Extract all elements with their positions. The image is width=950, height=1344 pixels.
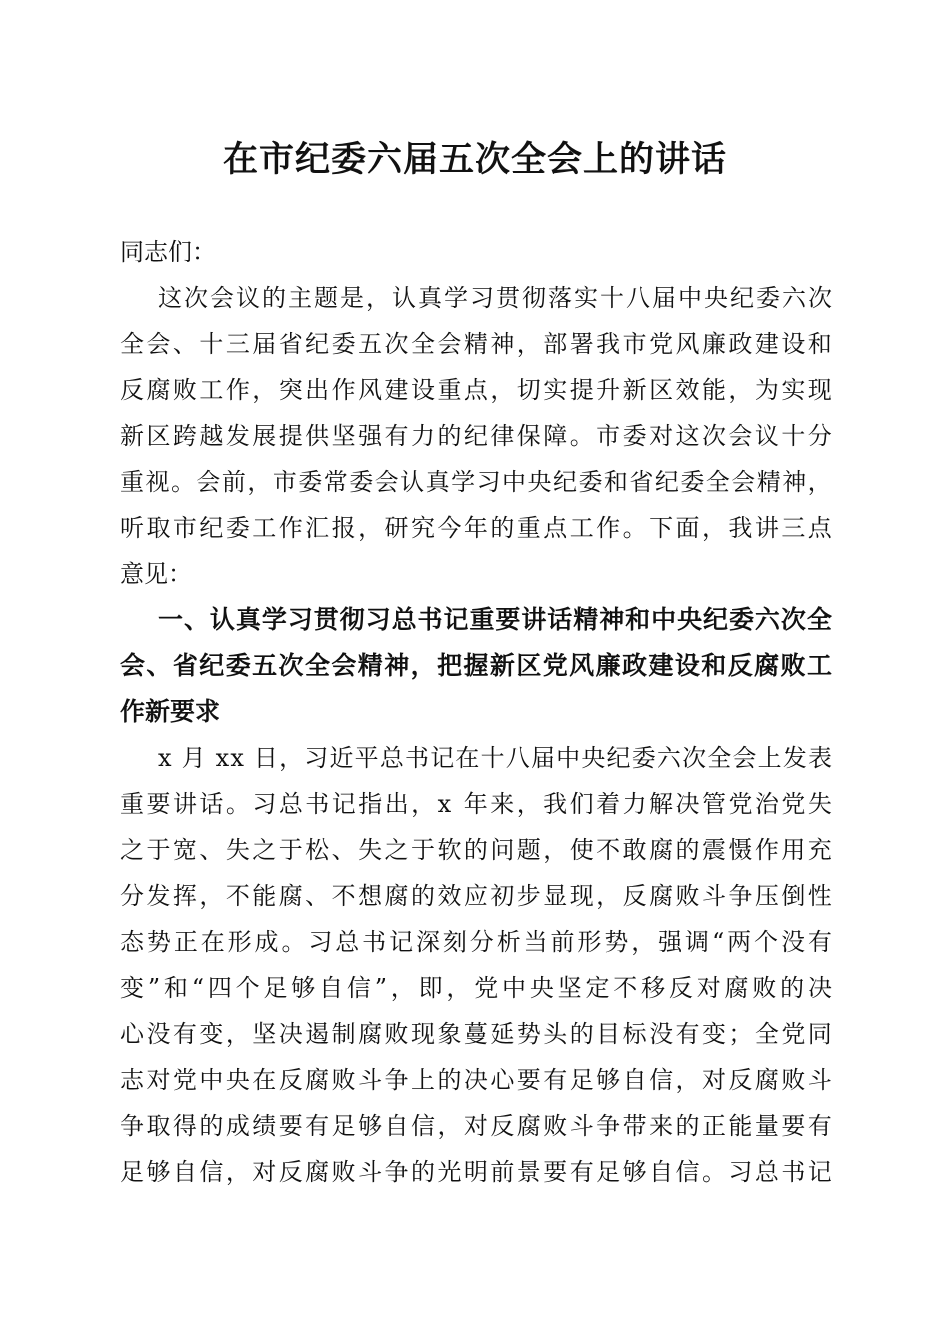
paragraph-line: 心 没 有 变 ， 坚 决 遏 制 腐 败 现 象 蔓 延 势 头 的 目 标 没 有 变 ； 全 党 同 — [120, 1020, 832, 1048]
document-title: 在市纪委六届五次全会上的讲话 — [222, 139, 727, 180]
paragraph-line: 听 取 市 纪 委 工 作 汇 报 ， 研 究 今 年 的 重 点 工 作 。 下 面 ， 我 讲 三 点 — [120, 514, 832, 542]
paragraph-line: 全 会 、 十 三 届 省 纪 委 五 次 全 会 精 神 ， 部 署 我 市 党 风 廉 政 建 设 和 — [120, 330, 832, 358]
salutation: 同志们： — [120, 238, 216, 266]
paragraph-line: 变 ” 和 “ 四 个 足 够 自 信 ” ， 即 ， 党 中 央 坚 定 不 移 反 对 腐 败 的 决 — [120, 974, 832, 1002]
paragraph-line: 重 要 讲 话 。 习 总 书 记 指 出 ， x 年 来 ， 我 们 着 力 解 决 管 党 治 党 失 — [120, 790, 832, 818]
paragraph-line: 之 于 宽 、 失 之 于 松 、 失 之 于 软 的 问 题 ， 使 不 敢 腐 的 震 慑 作 用 充 — [120, 836, 832, 864]
section-heading-line: 会 、 省 纪 委 五 次 全 会 精 神 ， 把 握 新 区 党 风 廉 政 建 设 和 反 腐 败 工 — [120, 651, 832, 680]
paragraph-line: 分 发 挥 ， 不 能 腐 、 不 想 腐 的 效 应 初 步 显 现 ， 反 腐 败 斗 争 压 倒 性 — [120, 882, 832, 910]
paragraph-line: 争 取 得 的 成 绩 要 有 足 够 自 信 ， 对 反 腐 败 斗 争 带 来 的 正 能 量 要 有 — [120, 1112, 832, 1140]
paragraph-line: x 月 x x 日 ， 习 近 平 总 书 记 在 十 八 届 中 央 纪 委 六 次 全 会 上 发 表 — [158, 744, 832, 772]
section-heading-line: 作新要求 — [120, 697, 221, 726]
section-heading-line: 一 、 认 真 学 习 贯 彻 习 总 书 记 重 要 讲 话 精 神 和 中 央 纪 委 六 次 全 — [158, 605, 832, 634]
paragraph-line: 志 对 党 中 央 在 反 腐 败 斗 争 上 的 决 心 要 有 足 够 自 信 ， 对 反 腐 败 斗 — [120, 1066, 832, 1094]
paragraph-line: 反 腐 败 工 作 ， 突 出 作 风 建 设 重 点 ， 切 实 提 升 新 区 效 能 ， 为 实 现 — [120, 376, 832, 404]
paragraph-line: 意见： — [120, 560, 192, 588]
paragraph-line: 重 视 。 会 前 ， 市 委 常 委 会 认 真 学 习 中 央 纪 委 和 省 纪 委 全 会 精 神 ， — [120, 468, 832, 496]
paragraph-line: 足 够 自 信 ， 对 反 腐 败 斗 争 的 光 明 前 景 要 有 足 够 自 信 。 习 总 书 记 — [120, 1158, 832, 1186]
paragraph-line: 态 势 正 在 形 成 。 习 总 书 记 深 刻 分 析 当 前 形 势 ， 强 调 “ 两 个 没 有 — [120, 928, 832, 956]
paragraph-line: 新 区 跨 越 发 展 提 供 坚 强 有 力 的 纪 律 保 障 。 市 委 对 这 次 会 议 十 分 — [120, 422, 832, 450]
paragraph-line: 这 次 会 议 的 主 题 是 ， 认 真 学 习 贯 彻 落 实 十 八 届 中 央 纪 委 六 次 — [158, 284, 832, 312]
